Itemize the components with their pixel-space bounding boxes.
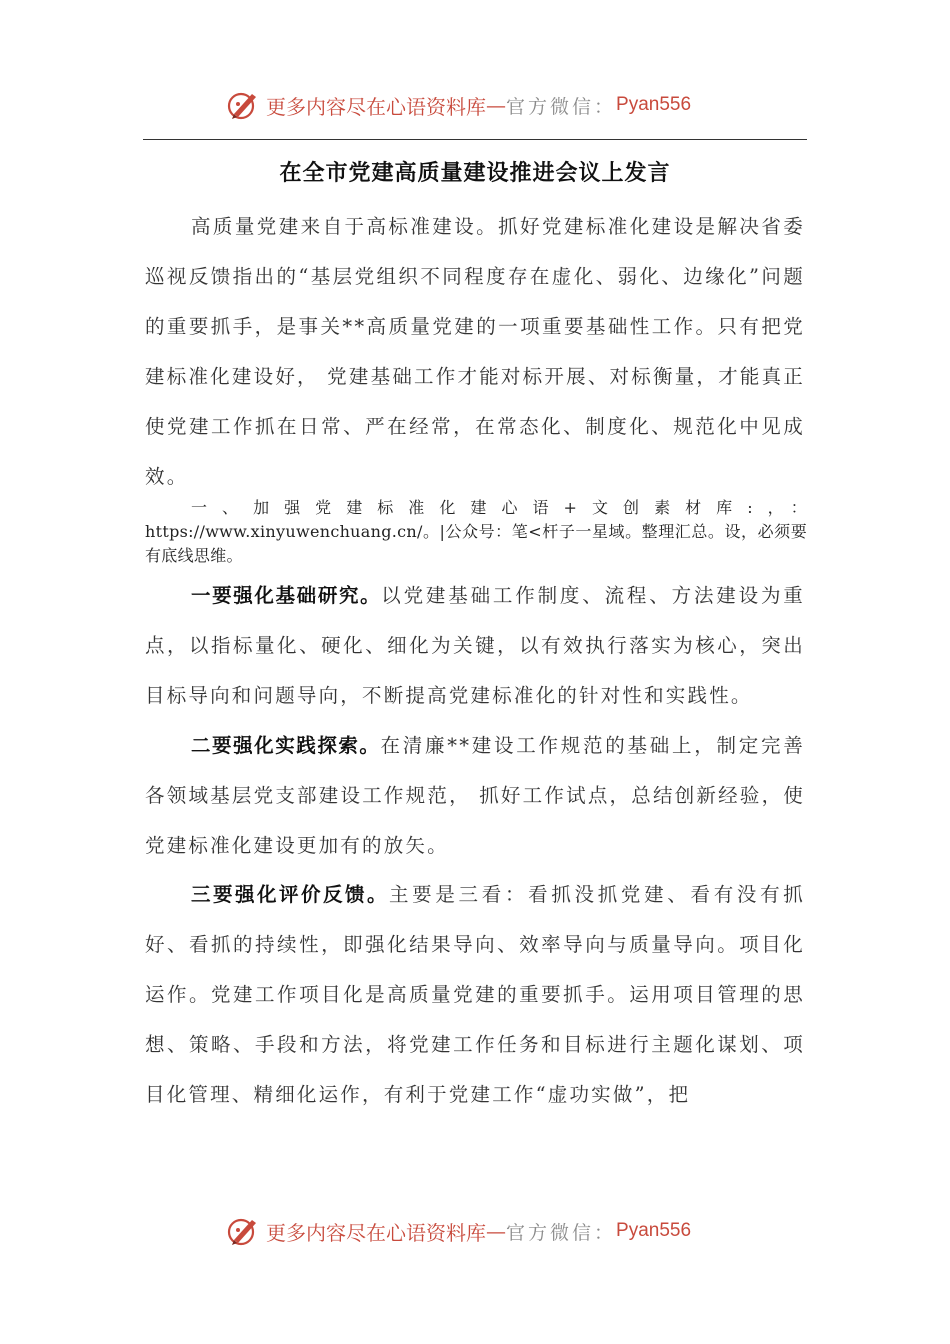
- banner-wechat-label: 官方微信：: [506, 1221, 617, 1244]
- section-1-text: 以党建基础工作制度、流程、方法建设为重点，以指标量化、硬化、细化为关键，以有效执行落实为核心，突出目标导向和问题导向，不断提高党建标准化的针对性和实践性。: [145, 584, 805, 707]
- banner-wechat-id: Pyan556: [616, 94, 692, 115]
- paragraph-small-print: 一、加强党建标准化建心语+文创素材库:，：https://www.xinyuwenchuang.cn/。|公众号：笔<杆子一星域。整理汇总。设，必须要有底线思维。: [145, 498, 807, 565]
- header-banner: [226, 88, 746, 122]
- paragraph-section-2: [145, 721, 805, 871]
- footer-banner: [226, 1214, 746, 1248]
- paragraph-section-3: [145, 870, 805, 1120]
- header-divider: [143, 139, 807, 140]
- section-3-text: 主要是三看：看抓没抓党建、看有没有抓好、看抓的持续性，即强化结果导向、效率导向与质量导向。项目化运作。党建工作项目化是高质量党建的重要抓手。运用项目管理的思想、策略、手段和方法，将党建工作任务和目标进行主题化谋划、项目化管理、精细化运作，有利于党建工作“虚功实做”，把: [145, 883, 805, 1106]
- paragraph-section-1: [145, 571, 805, 721]
- pen-logo-icon: [226, 88, 260, 122]
- section-2-lead: 二要强化实践探索。: [191, 734, 381, 757]
- banner-wechat-id: Pyan556: [616, 1220, 692, 1241]
- banner-wechat-label: 官方微信：: [506, 95, 617, 118]
- banner-main-text: 更多内容尽在心语资料库: [266, 94, 486, 119]
- banner-dash: —: [486, 1219, 506, 1243]
- section-3-lead: 三要强化评价反馈。: [191, 883, 389, 906]
- section-1-lead: 一要强化基础研究。: [191, 584, 382, 607]
- document-title: 在全市党建高质量建设推进会议上发言: [279, 161, 671, 186]
- section-2-text: 在清廉**建设工作规范的基础上，制定完善各领域基层党支部建设工作规范， 抓好工作试点，总结创新经验，使党建标准化建设更加有的放矢。: [145, 734, 805, 857]
- banner-dash: —: [486, 93, 506, 117]
- paragraph-intro: 高质量党建来自于高标准建设。抓好党建标准化建设是解决省委巡视反馈指出的“基层党组织不同程度存在虚化、弱化、边缘化”问题的重要抓手，是事关**高质量党建的一项重要基础性工作。只有把党建标准化建设好， 党建基础工作才能对标开展、对标衡量，才能真正使党建工作抓在日常、严在经常，在常态化、制度化、规范化中见成效。: [145, 215, 805, 488]
- pen-logo-icon: [226, 1214, 260, 1248]
- banner-main-text: 更多内容尽在心语资料库: [266, 1220, 486, 1245]
